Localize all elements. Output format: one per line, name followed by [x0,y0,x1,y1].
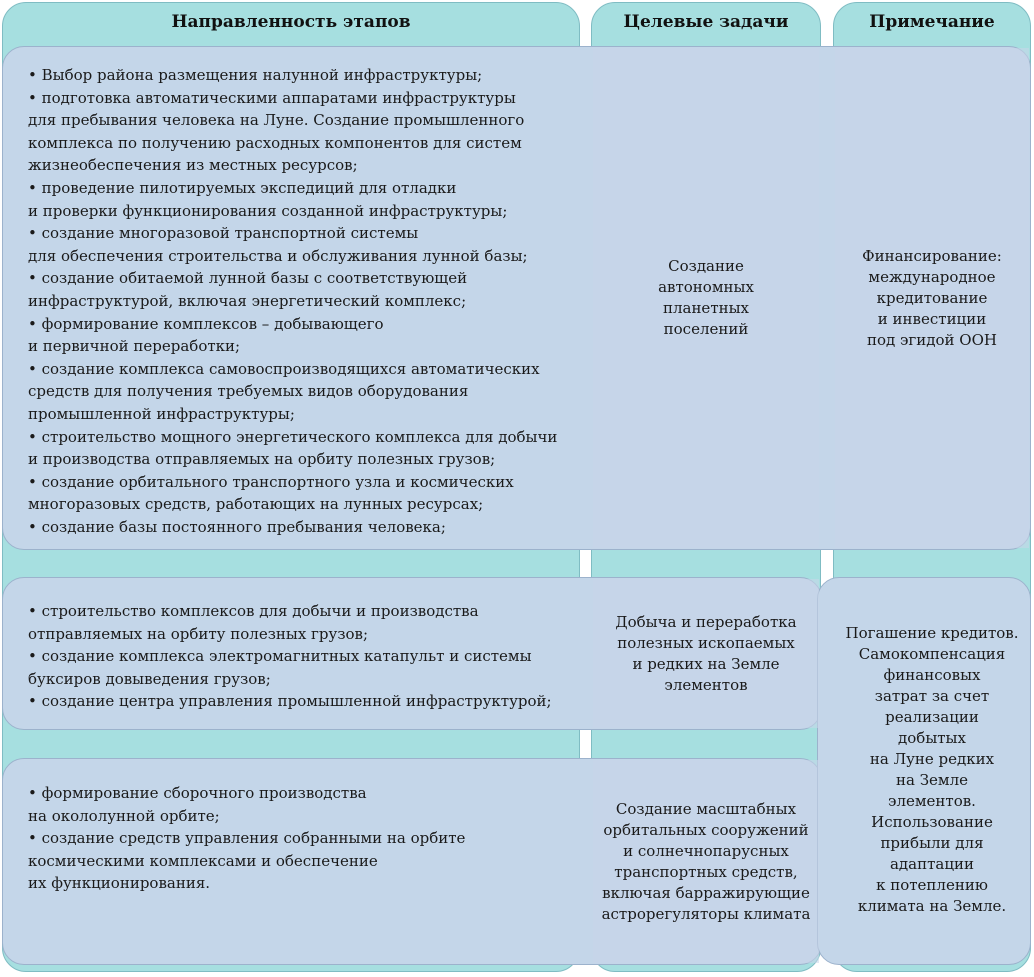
row-3-stages-text: • формирование сборочного производства на окололунной орбите; • создание средств управления собранными на орбите космическими комплексами и обеспечение их функционирования. [28,784,466,893]
header-notes: Примечание [869,12,995,32]
header-goals: Целевые задачи [623,12,789,32]
note-bottom-cell [835,600,1029,940]
row-1-stages-text: • Выбор района размещения налунной инфраструктуры; • подготовка автоматическими аппаратами инфраструктуры для пребывания человека на Луне. Создание промышленного комплекса по получению расходных компонентов для систем жизнеобеспечения из местных ресурсов; • проведение пилотируемых экспедиций для отладки и проверки функционирования созданной инфраструктуры; • создание многоразовой транспортной системы для обеспечения строительства и обслуживания лунной базы; • создание обитаемой лунной базы с соответствующей инфраструктурой, включая энергетический комплекс; • формирование комплексов – добывающего и первичной переработки; • создание комплекса самовоспроизводящихся автоматических средств для получения требуемых видов оборудования промышленной инфраструктуры; • строительство мощного энергетического комплекса для добычи и производства отправляемых на орбиту полезных грузов; • создание орбитального транспортного узла и космических многоразовых средств, работающих на лунных ресурсах; • создание базы постоянного пребывания человека; [28,66,558,536]
row-3-goal-text: Создание масштабных орбитальных сооружений и солнечнопарусных транспортных средств, включая барражирующие астрорегуляторы климата [601,799,811,923]
row-3-goal-cell [593,760,819,963]
row-2-stages-text: • строительство комплексов для добычи и производства отправляемых на орбиту полезных грузов; • создание комплекса электромагнитных катапульт и системы буксиров довыведения грузов; • создание центра управления промышленной инфраструктурой; [28,602,552,711]
row-2-goal-cell [593,579,819,728]
header-stages: Направленность этапов [171,12,411,32]
row-1-note-text: Финансирование: международное кредитование и инвестиции под эгидой ООН [862,246,1002,349]
row-1-goal-text: Создание автономных планетных поселений [658,257,754,338]
row-1-note-cell [835,48,1029,548]
row-1-goal-cell [593,48,819,548]
note-bottom-text: Погашение кредитов. Самокомпенсация финансовых затрат за счет реализации добытых на Луне редких на Земле элементов. Использование прибыли для адаптации к потеплению климата на Земле. [845,624,1019,915]
row-2-goal-text: Добыча и переработка полезных ископаемых и редких на Земле элементов [615,612,797,694]
